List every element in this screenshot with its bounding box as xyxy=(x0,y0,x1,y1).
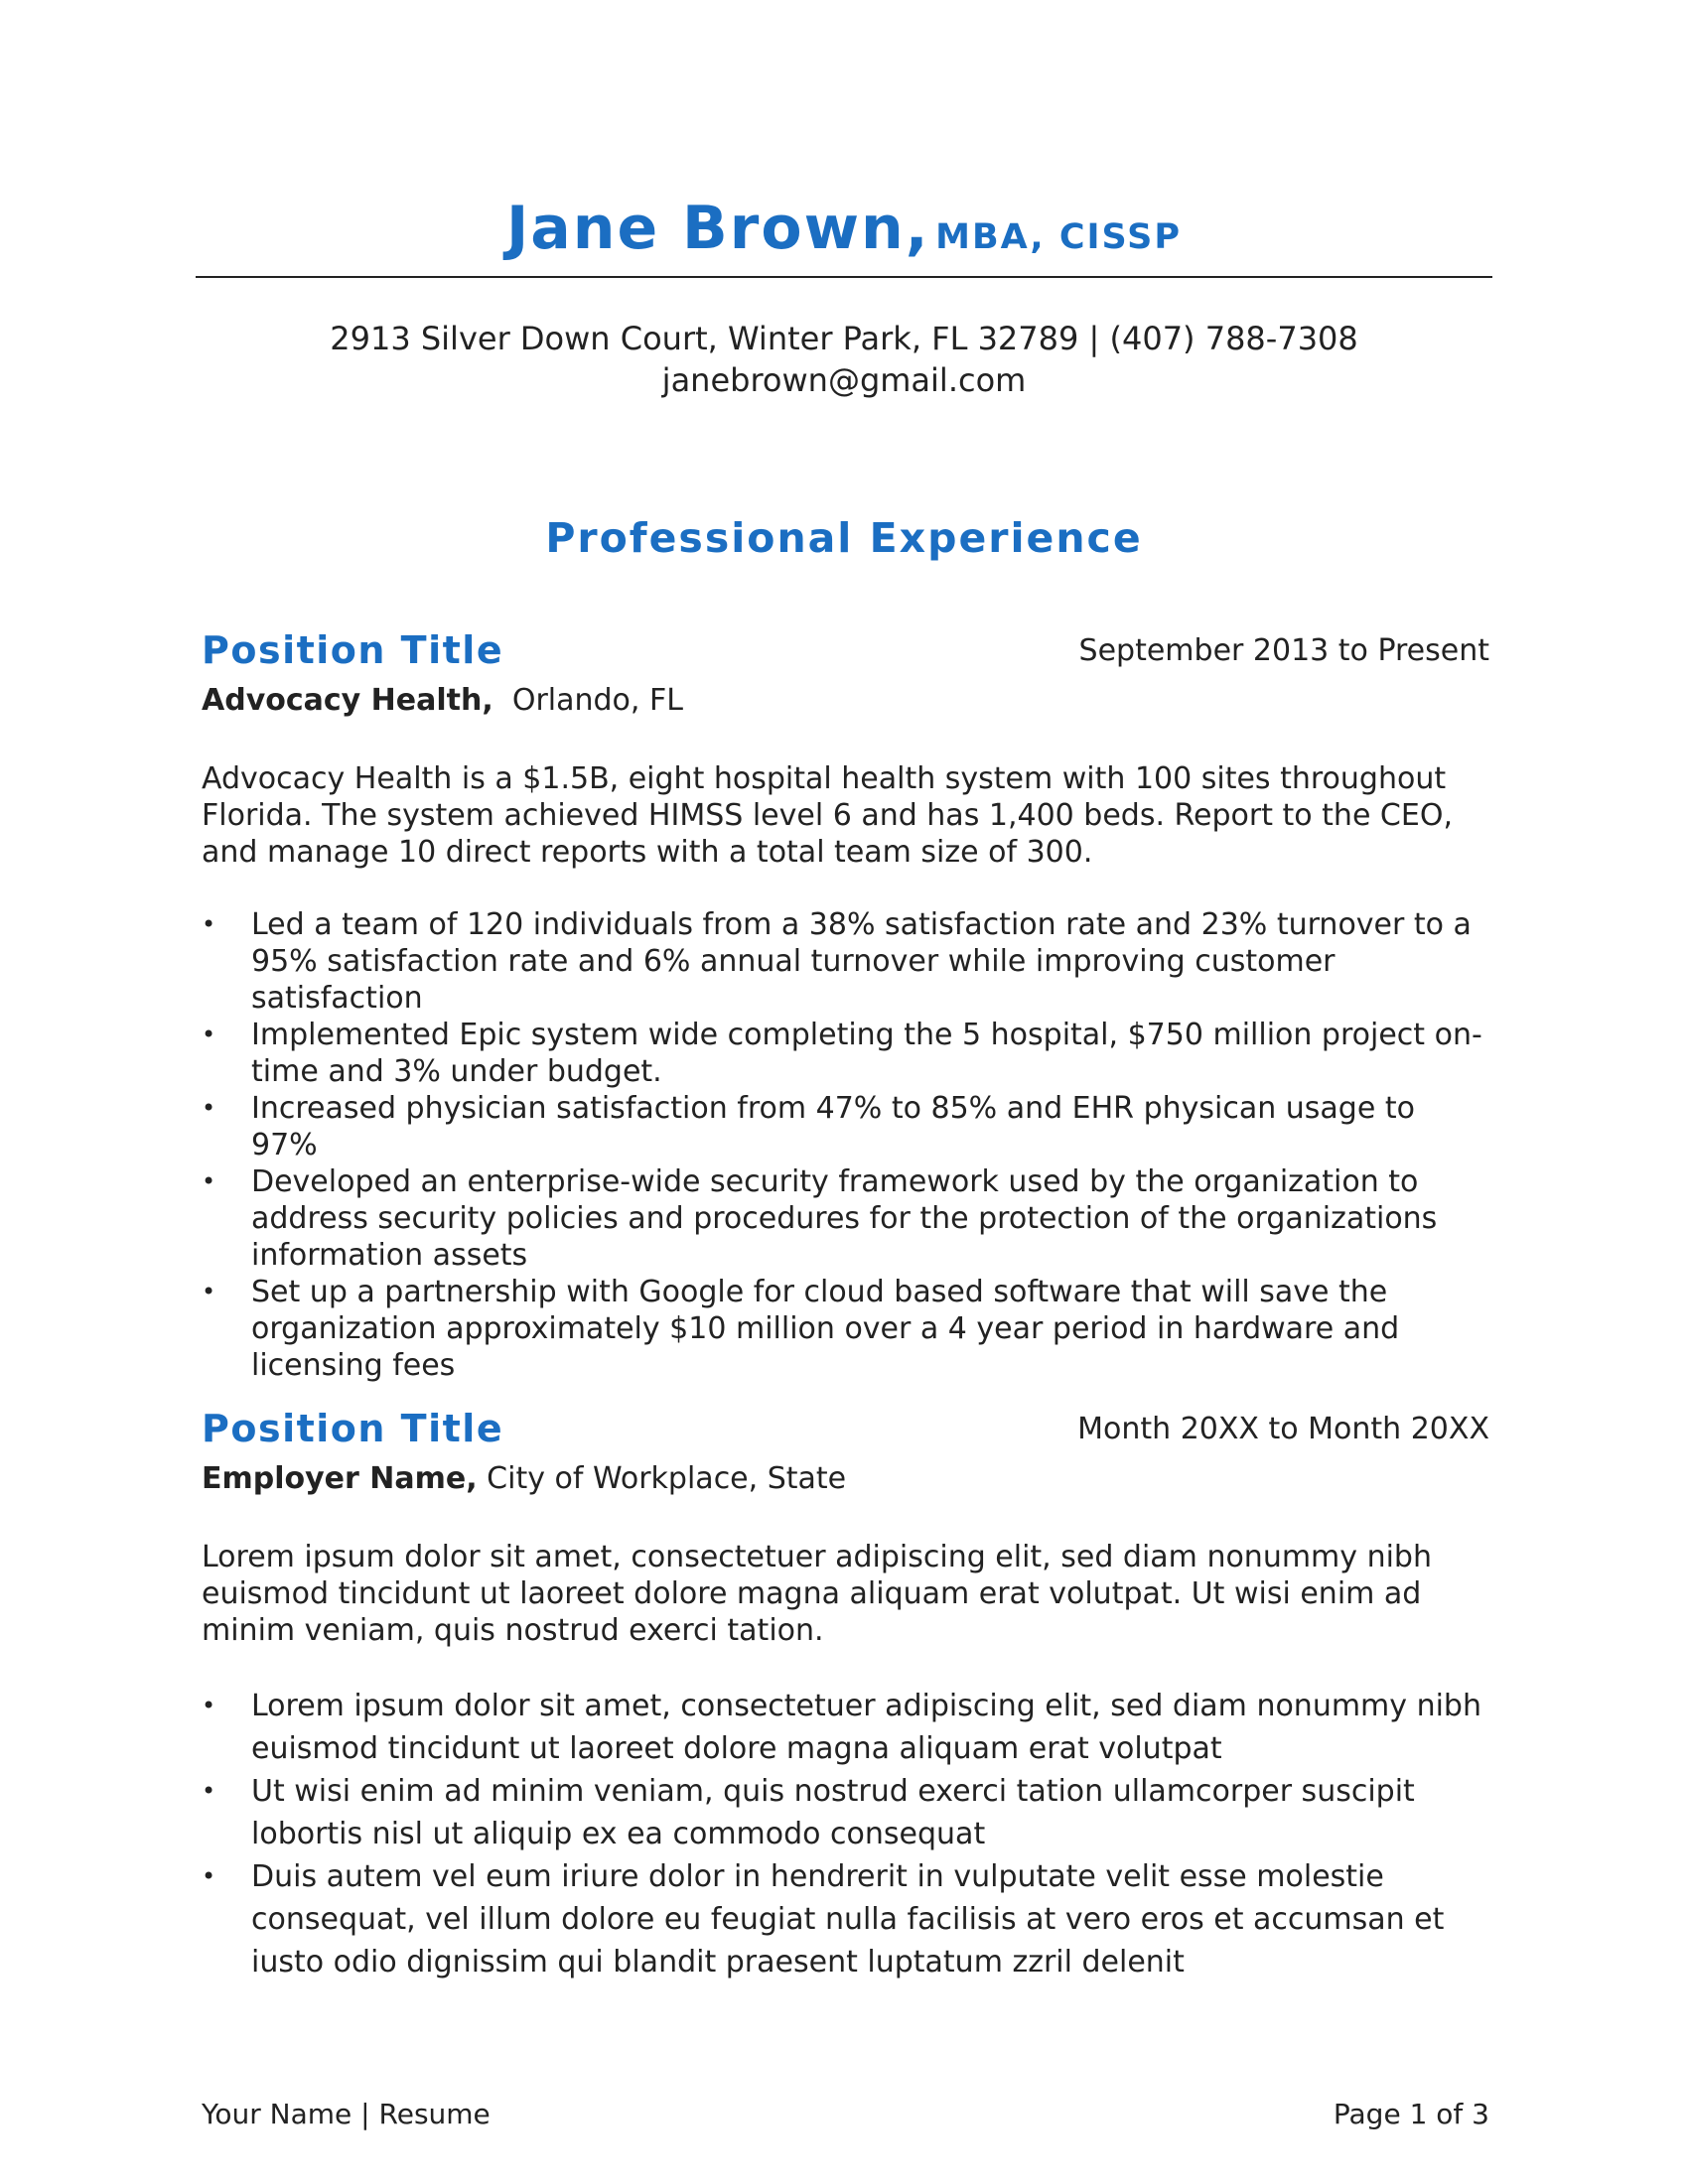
list-item: • Lorem ipsum dolor sit amet, consectetuer adipiscing elit, sed diam nonummy nibh euismod tincidunt ut laoreet dolore magna aliquam erat volutpat xyxy=(202,1685,1489,1770)
job-header xyxy=(202,623,1489,677)
bullet-icon: • xyxy=(202,1862,216,1890)
list-item: • Led a team of 120 individuals from a 38% satisfaction rate and 23% turnover to a 95% satisfaction rate and 6% annual turnover while improving customer satisfaction xyxy=(202,907,1472,1016)
job-description: Lorem ipsum dolor sit amet, consectetuer adipiscing elit, sed diam nonummy nibh euismod tincidunt ut laoreet dolore magna aliquam erat volutpat. Ut wisi enim ad minim veniam, quis nostrud exerci tation. xyxy=(202,1540,1432,1648)
list-item: • Increased physician satisfaction from 47% to 85% and EHR physican usage to 97% xyxy=(202,1091,1415,1162)
employer-line xyxy=(202,1457,1489,1501)
job-entry xyxy=(202,1402,1489,1983)
job-title: Position Title xyxy=(202,628,504,672)
job-header xyxy=(202,1402,1489,1455)
list-item: • Developed an enterprise-wide security framework used by the organization to address security policies and procedures for the protection of the organizations information assets xyxy=(202,1164,1438,1273)
employer-location: City of Workplace, State xyxy=(487,1461,847,1496)
page-number: Page 1 of 3 xyxy=(1333,2098,1489,2130)
bullet-icon: • xyxy=(202,910,216,938)
job-dates: September 2013 to Present xyxy=(1078,633,1489,668)
header-divider xyxy=(196,276,1492,278)
list-item: • Duis autem vel eum iriure dolor in hendrerit in vulputate velit esse molestie consequat, vel illum dolore eu feugiat nulla facilisis at vero eros et accumsan et iusto odio dignissim qui blandit praesent luptatum zzril delenit xyxy=(202,1855,1489,1983)
employer-line xyxy=(202,679,1489,723)
footer-label: Your Name | Resume xyxy=(202,2098,491,2130)
bullet-icon: • xyxy=(202,1777,216,1805)
list-item: • Ut wisi enim ad minim veniam, quis nostrud exerci tation ullamcorper suscipit lobortis nisl ut aliquip ex ea commodo consequat xyxy=(202,1770,1489,1855)
job-description: Advocacy Health is a $1.5B, eight hospital health system with 100 sites throughout Florida. The system achieved HIMSS level 6 and has 1,400 beds. Report to the CEO, and manage 10 direct reports with a total team size of 300. xyxy=(202,761,1453,870)
employer-location: Orlando, FL xyxy=(511,683,683,718)
employer-name: Advocacy Health, xyxy=(202,683,493,718)
achievement-list xyxy=(202,906,1489,1384)
email: janebrown@gmail.com xyxy=(661,361,1027,399)
bullet-icon: • xyxy=(202,1167,216,1195)
list-item: • Set up a partnership with Google for cloud based software that will save the organization approximately $10 million over a 4 year period in hardware and licensing fees xyxy=(202,1275,1400,1383)
bullet-icon: • xyxy=(202,1278,216,1305)
job-dates: Month 20XX to Month 20XX xyxy=(1077,1412,1489,1446)
employer-name: Employer Name, xyxy=(202,1461,478,1496)
candidate-name-heading xyxy=(196,194,1492,263)
achievement-list xyxy=(202,1685,1489,1983)
address-phone: 2913 Silver Down Court, Winter Park, FL 32789 | (407) 788-7308 xyxy=(330,320,1358,357)
contact-block xyxy=(196,318,1492,401)
list-item: • Implemented Epic system wide completing the 5 hospital, $750 million project on-time and 3% under budget. xyxy=(202,1018,1482,1089)
bullet-icon: • xyxy=(202,1692,216,1719)
candidate-name: Jane Brown, xyxy=(505,194,930,263)
bullet-icon: • xyxy=(202,1094,216,1122)
candidate-credentials: MBA, CISSP xyxy=(935,217,1183,257)
section-heading-experience: Professional Experience xyxy=(545,514,1143,562)
job-title: Position Title xyxy=(202,1407,504,1450)
bullet-icon: • xyxy=(202,1021,216,1048)
job-entry xyxy=(202,623,1489,1384)
